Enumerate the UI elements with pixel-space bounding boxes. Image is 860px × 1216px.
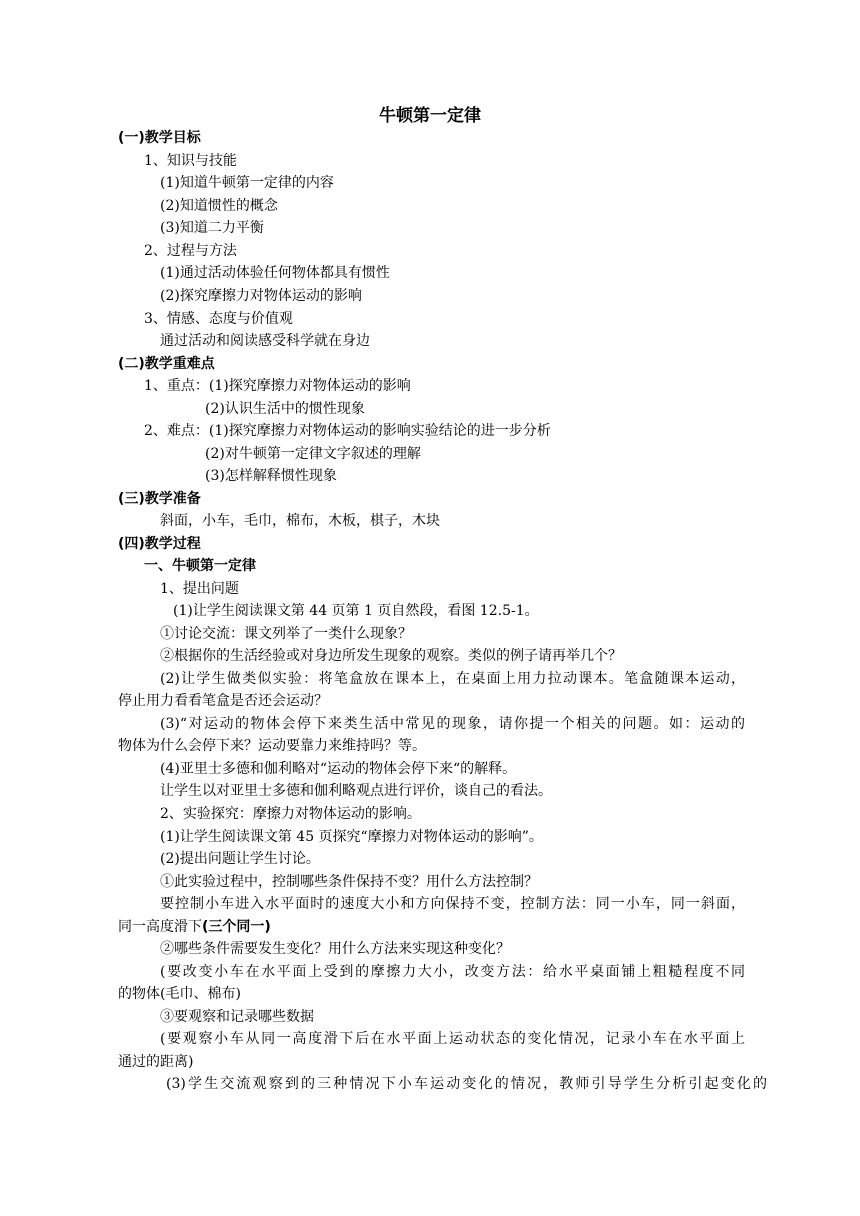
list-item: (3)知道二力平衡 bbox=[160, 220, 264, 236]
list-item: (1)知道牛顿第一定律的内容 bbox=[160, 175, 334, 191]
paragraph-line: (1)让学生阅读课文第 45 页探究“摩擦力对物体运动的影响”。 bbox=[160, 829, 543, 845]
subsection-heading: 2、过程与方法 bbox=[144, 243, 237, 259]
subsection-heading: 一、牛顿第一定律 bbox=[144, 558, 256, 574]
difficulty-line: (3)怎样解释惯性现象 bbox=[205, 468, 337, 484]
paragraph-line: (3)“对运动的物体会停下来类生活中常见的现象，请你提一个相关的问题。如：运动的 bbox=[160, 716, 745, 732]
emphasis-text: (三个同一) bbox=[202, 919, 271, 935]
section-heading: (一)教学目标 bbox=[118, 130, 201, 146]
section-heading: (三)教学准备 bbox=[118, 491, 201, 507]
list-item: (2)探究摩擦力对物体运动的影响 bbox=[160, 288, 362, 304]
paragraph-line: ②哪些条件需要发生变化？用什么方法来实现这种变化？ bbox=[160, 941, 510, 957]
paragraph-line: (2)提出问题让学生讨论。 bbox=[160, 851, 320, 867]
paragraph-line: ②根据你的生活经验或对身边所发生现象的观察。类似的例子请再举几个？ bbox=[160, 648, 622, 664]
paragraph-line: (4)亚里士多德和伽利略对“运动的物体会停下来“的解释。 bbox=[160, 761, 517, 777]
document-title: 牛顿第一定律 bbox=[379, 106, 481, 126]
list-item: 通过活动和阅读感受科学就在身边 bbox=[160, 333, 370, 349]
paragraph-line: 物体为什么会停下来？运动要靠力来维持吗？等。 bbox=[118, 738, 426, 754]
subsection-heading: 3、情感、态度与价值观 bbox=[144, 311, 293, 327]
section-heading: (二)教学重难点 bbox=[118, 356, 215, 372]
difficulty-line: 2、难点：(1)探究摩擦力对物体运动的影响实验结论的进一步分析 bbox=[144, 423, 551, 439]
paragraph-line bbox=[118, 916, 271, 938]
list-item: (1)通过活动体验任何物体都具有惯性 bbox=[160, 265, 390, 281]
key-point-line: (2)认识生活中的惯性现象 bbox=[205, 401, 365, 417]
paragraph-line: 停止用力看看笔盒是否还会运动？ bbox=[118, 693, 328, 709]
paragraph-line: (要观察小车从同一高度滑下后在水平面上运动状态的变化情况，记录小车在水平面上 bbox=[160, 1031, 745, 1047]
paragraph-line: 要控制小车进入水平面时的速度大小和方向保持不变，控制方法：同一小车，同一斜面， bbox=[160, 896, 745, 912]
paragraph-line: ①此实验过程中，控制哪些条件保持不变？用什么方法控制？ bbox=[160, 874, 538, 890]
materials-list: 斜面，小车，毛巾，棉布，木板，棋子，木块 bbox=[160, 513, 440, 529]
paragraph-line: (1)让学生阅读课文第 44 页第 1 页自然段，看图 12.5-1。 bbox=[173, 603, 539, 619]
key-point-line: 1、重点：(1)探究摩擦力对物体运动的影响 bbox=[144, 378, 411, 394]
subsection-heading: 1、知识与技能 bbox=[144, 153, 237, 169]
paragraph-line: (要改变小车在水平面上受到的摩擦力大小，改变方法：给水平桌面铺上粗糙程度不同 bbox=[160, 964, 745, 980]
paragraph-line: (2)让学生做类似实验：将笔盒放在课本上，在桌面上用力拉动课本。笔盒随课本运动， bbox=[160, 671, 745, 687]
paragraph-line: ①讨论交流：课文列举了一类什么现象？ bbox=[160, 626, 412, 642]
paragraph-line: 通过的距离) bbox=[118, 1054, 194, 1070]
paragraph-line: (3)学生交流观察到的三种情况下小车运动变化的情况，教师引导学生分析引起变化的 bbox=[166, 1076, 767, 1092]
section-heading: (四)教学过程 bbox=[118, 536, 201, 552]
difficulty-line: (2)对牛顿第一定律文字叙述的理解 bbox=[205, 446, 421, 462]
step-heading: 2、实验探究：摩擦力对物体运动的影响。 bbox=[160, 806, 421, 822]
list-item: (2)知道惯性的概念 bbox=[160, 198, 278, 214]
step-heading: 1、提出问题 bbox=[160, 581, 239, 597]
paragraph-line: 的物体(毛巾、棉布) bbox=[118, 986, 241, 1002]
paragraph-text: 同一高度滑下 bbox=[118, 919, 202, 935]
paragraph-line: ③要观察和记录哪些数据 bbox=[160, 1009, 314, 1025]
paragraph-line: 让学生以对亚里士多德和伽利略观点进行评价，谈自己的看法。 bbox=[160, 783, 552, 799]
